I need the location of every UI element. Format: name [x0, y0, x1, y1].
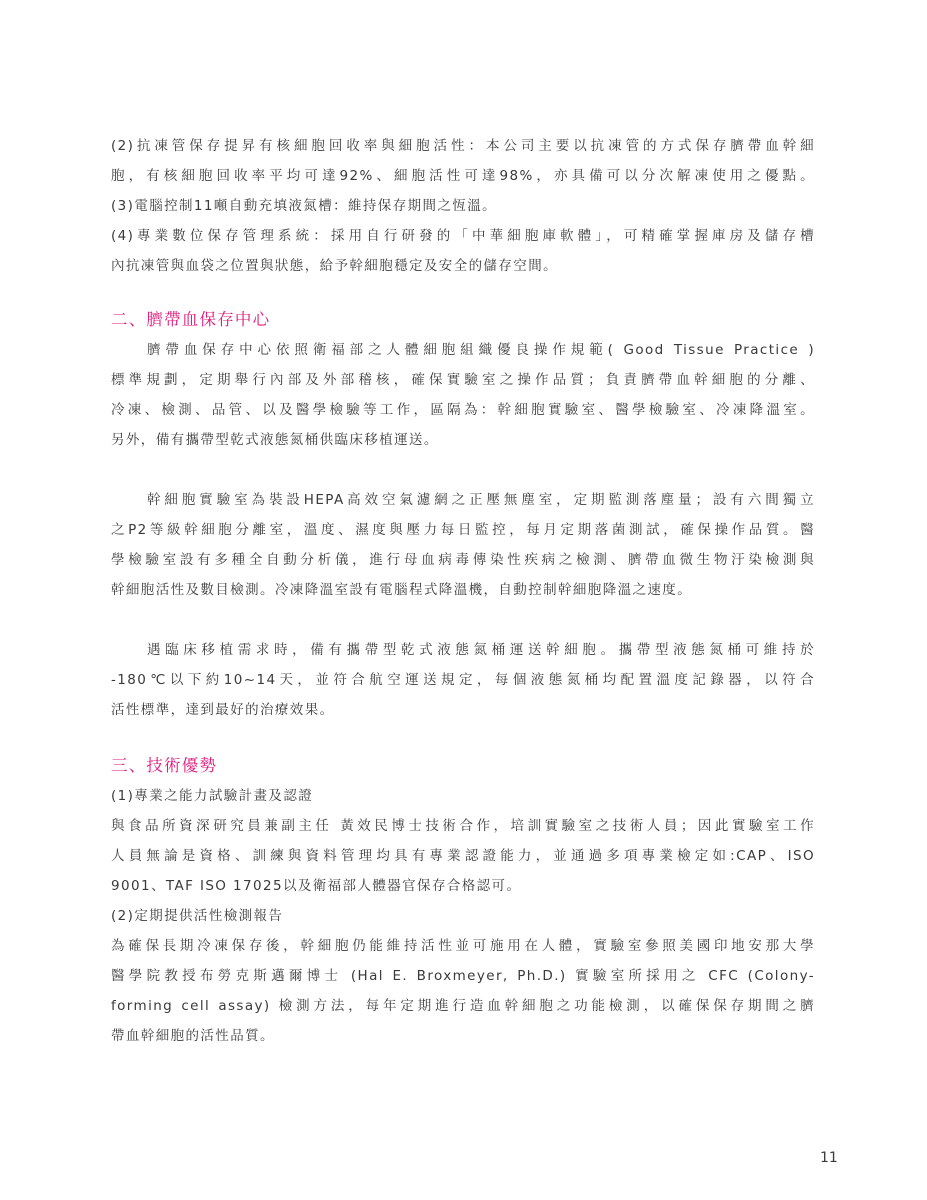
text-line: 醫學院教授布勞克斯邁爾博士 (Hal E. Broxmeyer, Ph.D.) 實驗室所採用之 CFC (Colony-	[111, 968, 815, 984]
page-number: 11	[820, 1150, 838, 1166]
text-line: 另外，備有攜帶型乾式液態氮桶供臨床移植運送。	[111, 432, 439, 448]
item-title: (2)定期提供活性檢測報告	[111, 908, 284, 924]
text-line: 內抗凍管與血袋之位置與狀態，給予幹細胞穩定及安全的儲存空間。	[111, 258, 558, 274]
text-line: 胞，有核細胞回收率平均可達92%、細胞活性可達98%，亦具備可以分次解凍使用之優點。	[111, 168, 815, 184]
text-line: 活性標準，達到最好的治療效果。	[111, 702, 335, 718]
section-three	[111, 751, 815, 1051]
paragraph	[111, 485, 815, 605]
item-title: (1)專業之能力試驗計畫及認證	[111, 788, 314, 804]
text-line: 學檢驗室設有多種全自動分析儀，進行母血病毒傳染性疾病之檢測、臍帶血微生物汙染檢測與	[111, 552, 815, 568]
text-line: (2)抗凍管保存提昇有核細胞回收率與細胞活性：本公司主要以抗凍管的方式保存臍帶血幹細	[111, 138, 815, 154]
section-heading: 二、臍帶血保存中心	[111, 310, 271, 329]
section-two	[111, 305, 815, 725]
text-line: 臍帶血保存中心依照衛福部之人體細胞組織優良操作規範( Good Tissue Practice )	[147, 342, 815, 358]
section-heading: 三、技術優勢	[111, 756, 218, 775]
paragraph	[111, 335, 815, 455]
text-line: 人員無論是資格、訓練與資料管理均具有專業認證能力，並通過多項專業檢定如:CAP、ISO	[111, 848, 815, 864]
text-line: 標準規劃，定期舉行內部及外部稽核，確保實驗室之操作品質；負責臍帶血幹細胞的分離、	[111, 372, 815, 388]
text-line: (3)電腦控制11噸自動充填液氮槽：維持保存期間之恆溫。	[111, 198, 498, 214]
text-line: (4)專業數位保存管理系統：採用自行研發的「中華細胞庫軟體」，可精確掌握庫房及儲存槽	[111, 228, 815, 244]
text-line: 遇臨床移植需求時，備有攜帶型乾式液態氮桶運送幹細胞。攜帶型液態氮桶可維持於	[147, 642, 815, 658]
text-line: 幹細胞實驗室為裝設HEPA高效空氣濾網之正壓無塵室，定期監測落塵量；設有六間獨立	[147, 492, 815, 508]
intro-block	[111, 131, 815, 281]
text-line: 冷凍、檢測、品管、以及醫學檢驗等工作，區隔為：幹細胞實驗室、醫學檢驗室、冷凍降溫室。	[111, 402, 815, 418]
text-line: -180℃以下約10~14天，並符合航空運送規定，每個液態氮桶均配置溫度記錄器，以符合	[111, 672, 815, 688]
text-line: 為確保長期冷凍保存後，幹細胞仍能維持活性並可施用在人體，實驗室參照美國印地安那大學	[111, 938, 815, 954]
paragraph	[111, 635, 815, 725]
text-line: 帶血幹細胞的活性品質。	[111, 1028, 275, 1044]
text-line: 9001、TAF ISO 17025以及衛福部人體器官保存合格認可。	[111, 878, 522, 894]
document-body	[111, 131, 815, 1051]
text-line: forming cell assay) 檢測方法，每年定期進行造血幹細胞之功能檢測，以確保保存期間之臍	[111, 998, 815, 1014]
text-line: 之P2等級幹細胞分離室，溫度、濕度與壓力每日監控，每月定期落菌測試，確保操作品質。醫	[111, 522, 815, 538]
text-line: 與食品所資深研究員兼副主任 黃效民博士技術合作，培訓實驗室之技術人員；因此實驗室工作	[111, 818, 815, 834]
text-line: 幹細胞活性及數目檢測。冷凍降溫室設有電腦程式降溫機，自動控制幹細胞降溫之速度。	[111, 582, 693, 598]
